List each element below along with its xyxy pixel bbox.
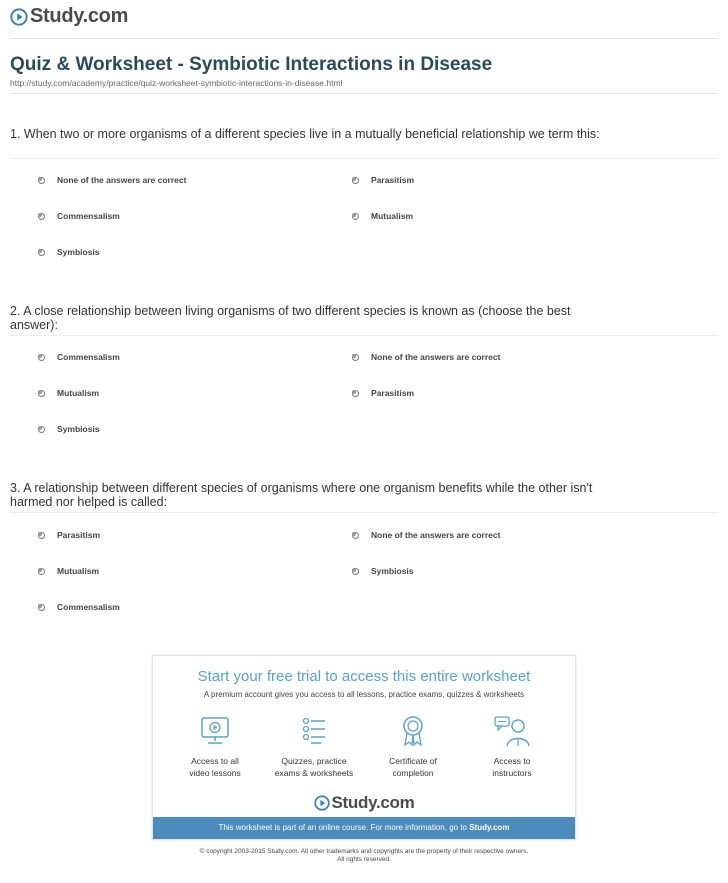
radio-icon[interactable] — [352, 568, 359, 575]
answer-option[interactable] — [352, 352, 500, 362]
radio-icon[interactable] — [38, 249, 45, 256]
option-label: Mutualism — [371, 211, 414, 221]
instructor-chat-icon — [493, 714, 531, 748]
option-label: Commensalism — [57, 352, 120, 362]
question-2: 2. A close relationship between living organisms of two different species is known as (choose the best answer): — [10, 304, 571, 332]
radio-icon[interactable] — [38, 390, 45, 397]
answer-option[interactable] — [38, 211, 120, 221]
radio-icon[interactable] — [352, 213, 359, 220]
option-label: Mutualism — [57, 566, 100, 576]
option-label: Commensalism — [57, 211, 120, 221]
promo-subheading: A premium account gives you access to all lessons, practice exams, quizzes & worksheets — [203, 690, 525, 699]
free-trial-promo[interactable] — [152, 655, 576, 840]
option-label: Parasitism — [57, 530, 100, 540]
feature-line: video lessons — [189, 768, 241, 778]
footer-line: © copyright 2003-2015 Study.com. All other trademarks and copyrights are the property of their respective owners. — [199, 848, 529, 855]
answer-option[interactable] — [38, 566, 99, 576]
page-url: http://study.com/academy/practice/quiz-worksheet-symbiotic-interactions-in-disease.html — [10, 78, 343, 88]
question-1: 1. When two or more organisms of a different species live in a mutually beneficial relationship we term this: — [10, 127, 600, 141]
radio-icon[interactable] — [352, 390, 359, 397]
answer-option[interactable] — [38, 247, 100, 257]
logo-text: Study.com — [331, 793, 415, 812]
radio-icon[interactable] — [38, 604, 45, 611]
answer-option[interactable] — [38, 175, 186, 185]
feature-line: Access to all — [191, 756, 239, 766]
option-label: None of the answers are correct — [371, 530, 501, 540]
feature-line: completion — [392, 768, 434, 778]
answer-option[interactable] — [38, 424, 100, 434]
promo-bar-link[interactable]: Study.com — [469, 823, 510, 832]
promo-bar-text: This worksheet is part of an online course. For more information, go to — [218, 823, 467, 832]
radio-icon[interactable] — [38, 213, 45, 220]
option-label: Symbiosis — [57, 247, 100, 257]
answer-option[interactable] — [38, 388, 99, 398]
footer-line: All rights reserved. — [337, 856, 391, 863]
feature-line: Quizzes, practice — [281, 756, 347, 766]
video-lesson-icon — [198, 714, 232, 748]
logo-text: Study.com — [30, 5, 129, 27]
question-3: 3. A relationship between different species of organisms where one organism benefits while the other isn't harmed nor helped is called: — [10, 481, 593, 509]
radio-icon[interactable] — [38, 177, 45, 184]
question-divider — [10, 335, 718, 336]
feature-video-lessons — [165, 714, 265, 779]
answer-option[interactable] — [352, 211, 413, 221]
feature-line: exams & worksheets — [274, 768, 354, 778]
radio-icon[interactable] — [38, 568, 45, 575]
answer-option[interactable] — [352, 566, 414, 576]
radio-icon[interactable] — [352, 532, 359, 539]
feature-certificate — [363, 714, 463, 779]
promo-study-logo[interactable] — [153, 793, 575, 813]
radio-icon[interactable] — [352, 177, 359, 184]
question-divider — [10, 158, 718, 159]
radio-icon[interactable] — [38, 532, 45, 539]
radio-icon[interactable] — [38, 354, 45, 361]
promo-heading: Start your free trial to access this entire worksheet — [197, 668, 531, 685]
title-divider — [10, 93, 718, 94]
option-label: Mutualism — [57, 388, 100, 398]
answer-option[interactable] — [38, 530, 100, 540]
option-label: Commensalism — [57, 602, 120, 612]
quiz-list-icon — [297, 714, 331, 748]
feature-instructors — [462, 714, 562, 779]
feature-line: Certificate of — [389, 756, 437, 766]
option-label: Symbiosis — [371, 566, 414, 576]
play-circle-icon — [10, 8, 28, 26]
answer-option[interactable] — [38, 352, 120, 362]
study-logo[interactable] — [10, 5, 128, 28]
option-label: None of the answers are correct — [57, 175, 187, 185]
page-title: Quiz & Worksheet - Symbiotic Interactions in Disease — [10, 54, 493, 75]
option-label: None of the answers are correct — [371, 352, 501, 362]
copyright-footer — [0, 848, 728, 864]
feature-line: instructors — [492, 768, 532, 778]
promo-info-bar — [153, 817, 575, 839]
radio-icon[interactable] — [38, 426, 45, 433]
answer-option[interactable] — [352, 175, 414, 185]
play-circle-icon — [314, 795, 330, 811]
radio-icon[interactable] — [352, 354, 359, 361]
answer-option[interactable] — [352, 530, 500, 540]
header-divider — [10, 38, 718, 39]
answer-option[interactable] — [352, 388, 414, 398]
option-label: Symbiosis — [57, 424, 100, 434]
option-label: Parasitism — [371, 388, 414, 398]
answer-option[interactable] — [38, 602, 120, 612]
certificate-ribbon-icon — [396, 714, 430, 748]
question-divider — [10, 512, 718, 513]
feature-quizzes — [264, 714, 364, 779]
option-label: Parasitism — [371, 175, 414, 185]
feature-line: Access to — [493, 756, 531, 766]
